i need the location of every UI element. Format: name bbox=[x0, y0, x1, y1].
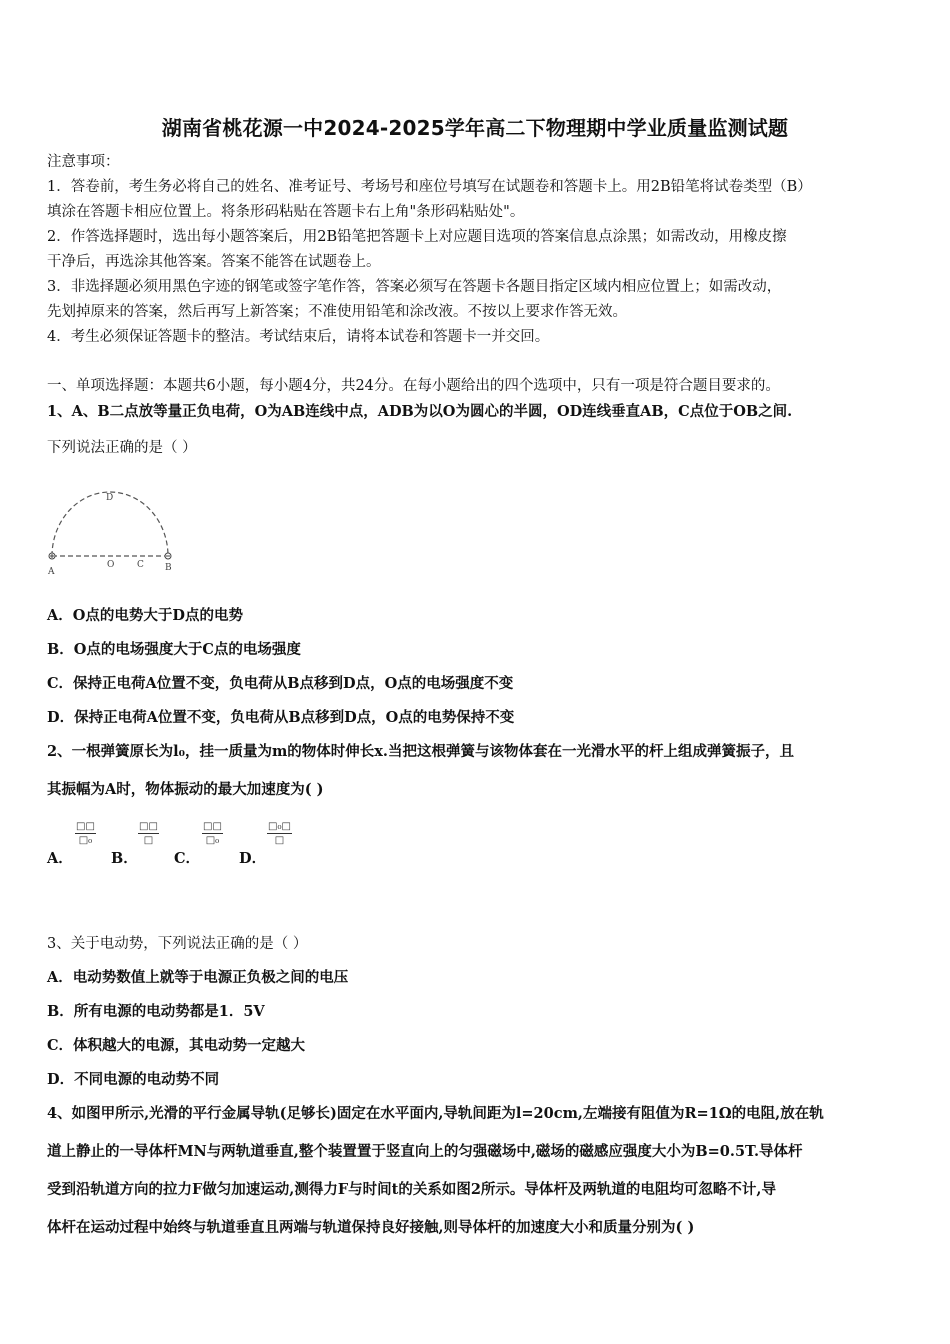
q4-stem-cont: 受到沿轨道方向的拉力F做匀加速运动,测得力F与时间t的关系如图2所示。导体杆及两轨道的电阻均可忽略不计,导 bbox=[47, 1181, 776, 1198]
q3-stem: 3、关于电动势，下列说法正确的是（ ） bbox=[47, 936, 308, 952]
q1-option-a: A．O点的电势大于D点的电势 bbox=[47, 607, 243, 624]
notice-line: 先划掉原来的答案，然后再写上新答案；不准使用铅笔和涂改液。不按以上要求作答无效。 bbox=[47, 304, 627, 320]
notice-line: 填涂在答题卡相应位置上。将条形码粘贴在答题卡右上角"条形码粘贴处"。 bbox=[47, 204, 525, 220]
q1-stem: 1、A、B二点放等量正负电荷，O为AB连线中点，ADB为以O为圆心的半圆，OD连线垂直AB，C点位于OB之间. bbox=[47, 403, 793, 420]
q4-stem-cont: 体杆在运动过程中始终与轨道垂直且两端与轨道保持良好接触,则导体杆的加速度大小和质量分别为( ) bbox=[47, 1219, 695, 1236]
formula-numerator: □□ bbox=[139, 821, 158, 832]
section-heading: 一、单项选择题：本题共6小题，每小题4分，共24分。在每小题给出的四个选项中，只有一项是符合题目要求的。 bbox=[47, 378, 780, 394]
q2-option-d-formula bbox=[267, 820, 292, 847]
q1-option-d: D．保持正电荷A位置不变，负电荷从B点移到D点，O点的电势保持不变 bbox=[47, 709, 515, 726]
q3-option-c: C．体积越大的电源，其电动势一定越大 bbox=[47, 1037, 306, 1054]
notice-line: 3．非选择题必须用黑色字迹的钢笔或签字笔作答，答案必须写在答题卡各题目指定区域内相应位置上；如需改动， bbox=[47, 279, 782, 295]
page-title: 湖南省桃花源一中2024-2025学年高二下物理期中学业质量监测试题 bbox=[161, 116, 789, 140]
semicircle-charge-diagram bbox=[40, 480, 190, 580]
formula-numerator: □₀□ bbox=[268, 821, 291, 832]
q2-option-b-label: B． bbox=[111, 850, 138, 867]
q2-stem: 2、一根弹簧原长为l₀，挂一质量为m的物体时伸长x.当把这根弹簧与该物体套在一光滑水平的杆上组成弹簧振子，且 bbox=[47, 743, 794, 760]
label-c: C bbox=[137, 560, 144, 570]
q2-stem-cont: 其振幅为A时，物体振动的最大加速度为( ) bbox=[47, 781, 324, 798]
q4-stem-cont: 道上静止的一导体杆MN与两轨道垂直,整个装置置于竖直向上的匀强磁场中,磁场的磁感应强度大小为B=0.5T.导体杆 bbox=[47, 1143, 803, 1160]
q2-option-a-formula bbox=[75, 820, 96, 847]
label-d: D bbox=[106, 493, 114, 503]
notice-line: 4．考生必须保证答题卡的整洁。考试结束后，请将本试卷和答题卡一并交回。 bbox=[47, 329, 550, 345]
formula-denominator: □₀ bbox=[78, 835, 93, 846]
q2-option-c-label: C． bbox=[174, 850, 201, 867]
q2-option-c-formula bbox=[202, 820, 223, 847]
label-a: A bbox=[48, 567, 55, 577]
q3-option-d: D．不同电源的电动势不同 bbox=[47, 1071, 220, 1088]
notice-line: 1．答卷前，考生务必将自己的姓名、准考证号、考场号和座位号填写在试题卷和答题卡上。用2B铅笔将试卷类型（B） bbox=[47, 179, 812, 195]
formula-denominator: □₀ bbox=[205, 835, 220, 846]
label-b: B bbox=[165, 563, 172, 573]
q1-option-b: B．O点的电场强度大于C点的电场强度 bbox=[47, 641, 301, 658]
notice-line: 2．作答选择题时，选出每小题答案后，用2B铅笔把答题卡上对应题目选项的答案信息点涂黑；如需改动，用橡皮擦 bbox=[47, 229, 787, 245]
q1-stem-cont: 下列说法正确的是（ ） bbox=[47, 440, 197, 456]
q2-options bbox=[47, 818, 367, 868]
notice-heading: 注意事项： bbox=[47, 154, 120, 170]
q3-option-b: B．所有电源的电动势都是1．5V bbox=[47, 1003, 265, 1020]
formula-denominator: □ bbox=[274, 835, 285, 846]
q2-option-d-label: D． bbox=[239, 850, 267, 867]
formula-numerator: □□ bbox=[76, 821, 95, 832]
q2-option-b-formula bbox=[138, 820, 159, 847]
q4-stem: 4、如图甲所示,光滑的平行金属导轨(足够长)固定在水平面内,导轨间距为l=20cm,左端接有阻值为R=1Ω的电阻,放在轨 bbox=[47, 1105, 824, 1122]
formula-numerator: □□ bbox=[203, 821, 222, 832]
label-o: O bbox=[107, 560, 115, 570]
q2-option-a-label: A． bbox=[47, 850, 73, 867]
notice-line: 干净后，再选涂其他答案。答案不能答在试题卷上。 bbox=[47, 254, 381, 270]
q1-option-c: C．保持正电荷A位置不变，负电荷从B点移到D点，O点的电场强度不变 bbox=[47, 675, 514, 692]
q3-option-a: A．电动势数值上就等于电源正负极之间的电压 bbox=[47, 969, 349, 986]
formula-denominator: □ bbox=[143, 835, 154, 846]
